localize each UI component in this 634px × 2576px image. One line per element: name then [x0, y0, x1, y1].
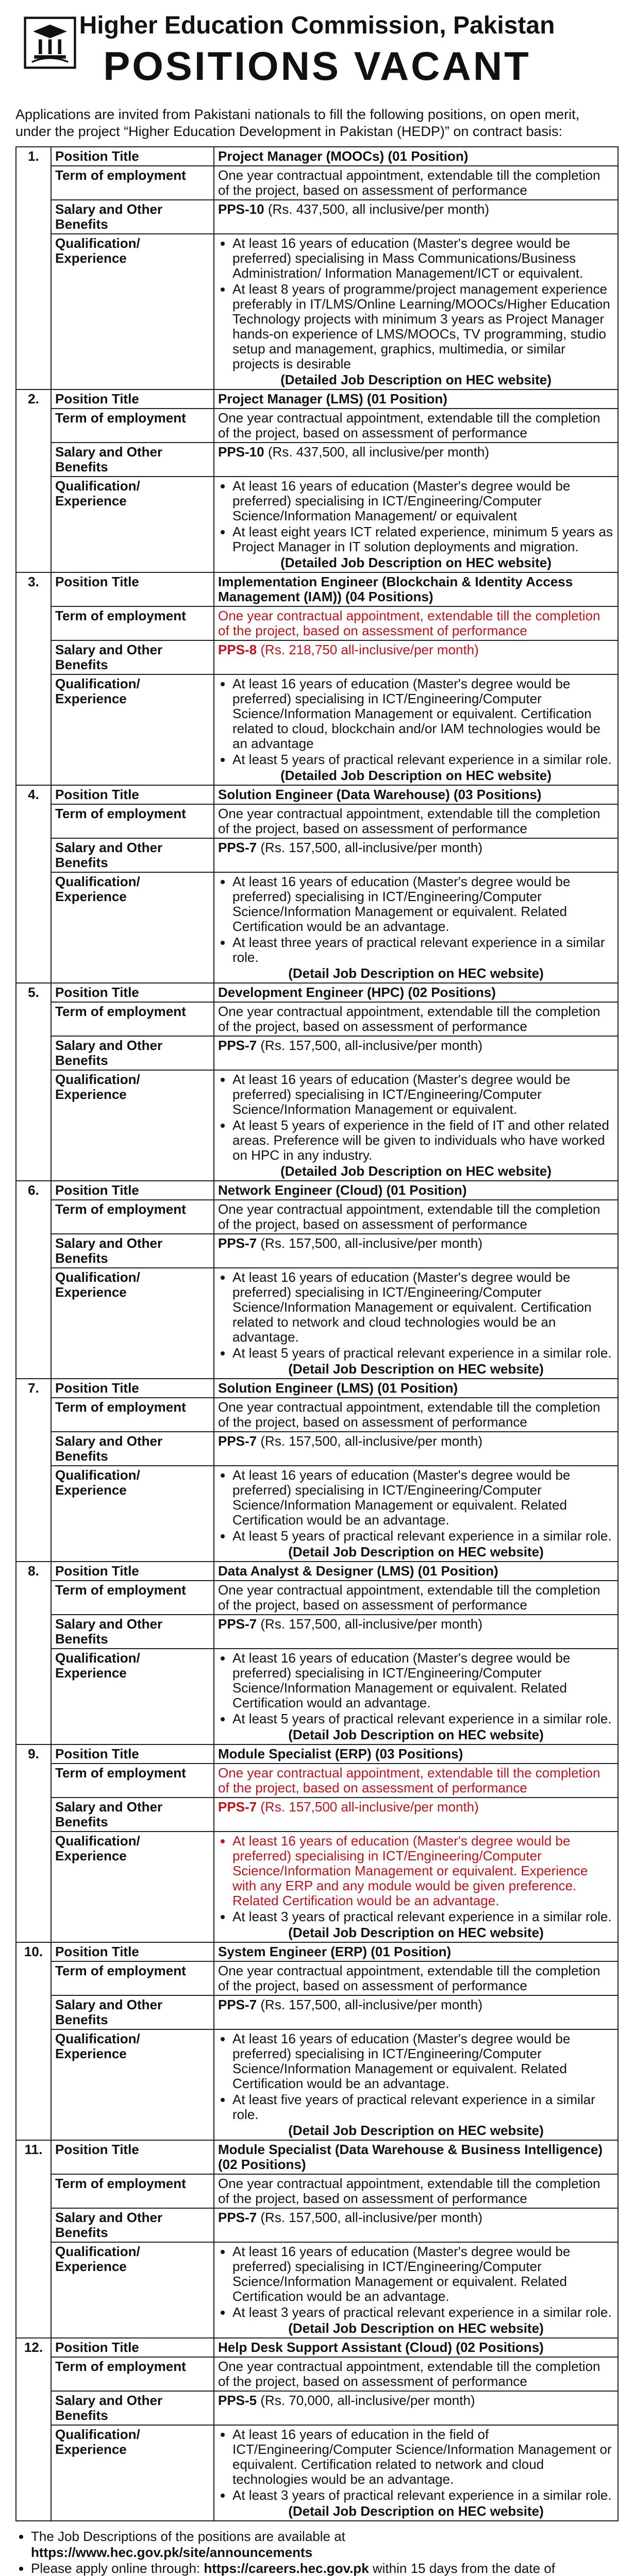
- pay-amount: (Rs. 437,500, all inclusive/per month): [264, 201, 490, 217]
- qualification-list: [218, 1651, 614, 1726]
- position-title-value: Project Manager (LMS) (01 Position): [214, 389, 618, 409]
- position-title-row: [16, 147, 618, 166]
- serial-number: 4.: [16, 785, 51, 983]
- term-label: Term of employment: [51, 1200, 214, 1234]
- position-title-value: Implementation Engineer (Blockchain & Identity Access Management (IAM)) (04 Positions): [214, 572, 618, 606]
- qualification-item: • At least 16 years of education (Master's degree would be preferred) specialising in ICT/Engineering/Computer Science/Information Management or equivalent. Related Certification would be an advantage.: [232, 1468, 614, 1528]
- salary-value: [214, 2208, 618, 2242]
- term-row: [16, 1581, 618, 1615]
- pay-grade: PPS-7: [218, 1799, 257, 1815]
- salary-row: [16, 443, 618, 477]
- qualification-label: Qualification/ Experience: [51, 2029, 214, 2140]
- qualification-value: [214, 1649, 618, 1744]
- position-title-label: Position Title: [51, 1379, 214, 1398]
- qualification-item: • At least 16 years of education (Master's degree would be preferred) specialising in ICT/Engineering/Computer Science/Information Management or equivalent. Experience with any ERP and any module would be given preference. Related Certification would be an advantage.: [232, 1834, 614, 1908]
- pay-amount: (Rs. 157,500, all-inclusive/per month): [257, 840, 483, 855]
- term-value: One year contractual appointment, extendable till the completion of the project, based on assessment of performance: [214, 409, 618, 443]
- term-value: One year contractual appointment, extendable till the completion of the project, based on assessment of performance: [214, 166, 618, 200]
- salary-row: [16, 1036, 618, 1070]
- salary-value: [214, 1995, 618, 2029]
- qualification-value: [214, 2425, 618, 2521]
- serial-number: 11.: [16, 2140, 51, 2338]
- job-description-note: (Detail Job Description on HEC website): [288, 1361, 544, 1377]
- qualification-label: Qualification/ Experience: [51, 1070, 214, 1181]
- qualification-list: [218, 1468, 614, 1544]
- qualification-row: [16, 1649, 618, 1744]
- qualification-row: [16, 1832, 618, 1942]
- pay-grade: PPS-7: [218, 840, 257, 855]
- position-title-label: Position Title: [51, 1942, 214, 1961]
- salary-label: Salary and Other Benefits: [51, 443, 214, 477]
- salary-label: Salary and Other Benefits: [51, 1234, 214, 1268]
- job-description-note: (Detail Job Description on HEC website): [288, 1544, 544, 1560]
- position-title-row: [16, 2338, 618, 2357]
- pay-grade: PPS-8: [218, 642, 257, 657]
- salary-value: [214, 200, 618, 234]
- qualification-item: • At least 16 years of education (Master's degree would be preferred) specialising in Mass Communications/Business Administration/ Information Management/ICT or equivalent.: [232, 236, 614, 281]
- salary-label: Salary and Other Benefits: [51, 1432, 214, 1466]
- qualification-row: [16, 2242, 618, 2338]
- position-title-label: Position Title: [51, 1744, 214, 1764]
- position-title-label: Position Title: [51, 785, 214, 804]
- term-value: One year contractual appointment, extendable till the completion of the project, based on assessment of performance: [214, 804, 618, 838]
- term-value: One year contractual appointment, extendable till the completion of the project, based on assessment of performance: [214, 1398, 618, 1432]
- pay-grade: PPS-5: [218, 2393, 257, 2408]
- term-row: [16, 1002, 618, 1036]
- term-row: [16, 804, 618, 838]
- qualification-label: Qualification/ Experience: [51, 1466, 214, 1562]
- salary-row: [16, 1615, 618, 1649]
- term-row: [16, 606, 618, 640]
- qualification-item: • At least 5 years of experience in the field of IT and other related areas. Preference will be given to individuals who have worked on HPC in any industry.: [232, 1118, 614, 1163]
- qualification-item: • At least five years of practical relevant experience in a similar role.: [232, 2092, 614, 2122]
- term-label: Term of employment: [51, 1764, 214, 1798]
- qualification-row: [16, 674, 618, 785]
- qualification-row: [16, 1268, 618, 1379]
- careers-link[interactable]: https://careers.hec.gov.pk: [204, 2561, 369, 2576]
- term-value: One year contractual appointment, extendable till the completion of the project, based on assessment of performance: [214, 1764, 618, 1798]
- pay-amount: (Rs. 157,500, all-inclusive/per month): [257, 1616, 483, 1632]
- qualification-item: • At least 5 years of practical relevant experience in a similar role.: [232, 752, 614, 767]
- position-title-label: Position Title: [51, 1562, 214, 1581]
- term-label: Term of employment: [51, 1581, 214, 1615]
- qualification-list: [218, 1072, 614, 1163]
- qualification-row: [16, 1466, 618, 1562]
- term-label: Term of employment: [51, 1961, 214, 1995]
- qualification-value: [214, 1466, 618, 1562]
- pay-grade: PPS-7: [218, 1038, 257, 1053]
- job-description-note: (Detail Job Description on HEC website): [288, 965, 544, 981]
- qualification-value: [214, 1070, 618, 1181]
- term-value: One year contractual appointment, extendable till the completion of the project, based on assessment of performance: [214, 2174, 618, 2208]
- position-title-label: Position Title: [51, 2338, 214, 2357]
- pay-amount: (Rs. 157,500, all-inclusive/per month): [257, 1433, 483, 1449]
- pay-amount: (Rs. 157,500, all-inclusive/per month): [257, 1997, 483, 2012]
- qualification-list: [218, 2244, 614, 2320]
- position-title-row: [16, 1379, 618, 1398]
- qualification-label: Qualification/ Experience: [51, 2425, 214, 2521]
- pay-grade: PPS-10: [218, 444, 264, 460]
- serial-number: 12.: [16, 2338, 51, 2521]
- position-title-row: [16, 1181, 618, 1200]
- term-value: One year contractual appointment, extendable till the completion of the project, based on assessment of performance: [214, 2357, 618, 2391]
- qualification-item: • At least 16 years of education in the field of ICT/Engineering/Computer Science/Information Management or equivalent. Certification related to network and cloud technologies would be an advantage.: [232, 2427, 614, 2487]
- qualification-item: • At least 5 years of practical relevant experience in a similar role.: [232, 1529, 614, 1544]
- position-title-row: [16, 2140, 618, 2174]
- hec-logo-icon: [22, 14, 78, 71]
- salary-row: [16, 200, 618, 234]
- salary-value: [214, 1798, 618, 1832]
- pay-amount: (Rs. 157,500, all-inclusive/per month): [257, 1038, 483, 1053]
- qualification-item: • At least 16 years of education (Master's degree would be preferred) specialising in ICT/Engineering/Computer Science/Information Management or equivalent. Certification related to network and cloud technologies would be an advantage.: [232, 1270, 614, 1345]
- salary-label: Salary and Other Benefits: [51, 200, 214, 234]
- term-value: One year contractual appointment, extendable till the completion of the project, based on assessment of performance: [214, 1002, 618, 1036]
- qualification-row: [16, 2029, 618, 2140]
- term-row: [16, 409, 618, 443]
- position-title-row: [16, 1562, 618, 1581]
- page-title: POSITIONS VACANT: [103, 43, 531, 89]
- position-title-value: Data Analyst & Designer (LMS) (01 Position): [214, 1562, 618, 1581]
- salary-row: [16, 1995, 618, 2029]
- qualification-item: • At least 5 years of practical relevant experience in a similar role.: [232, 1346, 614, 1361]
- intro-text: Applications are invited from Pakistani nationals to fill the following positions, on open merit, under the project “Higher Education Development in Pakistan (HEDP)” on contract basis:: [15, 107, 580, 139]
- salary-value: [214, 1234, 618, 1268]
- term-row: [16, 1398, 618, 1432]
- term-row: [16, 1200, 618, 1234]
- position-title-value: Development Engineer (HPC) (02 Positions): [214, 983, 618, 1002]
- salary-value: [214, 838, 618, 872]
- term-label: Term of employment: [51, 1398, 214, 1432]
- position-title-row: [16, 1744, 618, 1764]
- job-description-note: (Detail Job Description on HEC website): [288, 1727, 544, 1742]
- position-title-value: Solution Engineer (Data Warehouse) (03 Positions): [214, 785, 618, 804]
- qualification-item: • At least 16 years of education (Master's degree would be preferred) specialising in ICT/Engineering/Computer Science/Information Management or equivalent. Certification related to cloud, blockchain and/or IAM technologies would be an advantage: [232, 676, 614, 751]
- pay-amount: (Rs. 157,500, all-inclusive/per month): [257, 2210, 483, 2225]
- header: [15, 0, 619, 103]
- term-row: [16, 166, 618, 200]
- salary-value: [214, 2391, 618, 2425]
- organization-name: Higher Education Commission, Pakistan: [79, 12, 555, 39]
- salary-row: [16, 1234, 618, 1268]
- qualification-label: Qualification/ Experience: [51, 1268, 214, 1379]
- salary-row: [16, 640, 618, 674]
- qualification-label: Qualification/ Experience: [51, 872, 214, 983]
- qualification-label: Qualification/ Experience: [51, 2242, 214, 2338]
- pay-grade: PPS-7: [218, 1433, 257, 1449]
- qualification-label: Qualification/ Experience: [51, 477, 214, 572]
- pay-grade: PPS-7: [218, 2210, 257, 2225]
- term-value: One year contractual appointment, extendable till the completion of the project, based on assessment of performance: [214, 1581, 618, 1615]
- qualification-label: Qualification/ Experience: [51, 1832, 214, 1942]
- serial-number: 7.: [16, 1379, 51, 1562]
- qualification-value: [214, 2029, 618, 2140]
- salary-value: [214, 1036, 618, 1070]
- term-label: Term of employment: [51, 409, 214, 443]
- position-title-value: Module Specialist (Data Warehouse & Business Intelligence) (02 Positions): [214, 2140, 618, 2174]
- qualification-row: [16, 477, 618, 572]
- job-description-note: (Detailed Job Description on HEC website): [280, 372, 552, 387]
- salary-label: Salary and Other Benefits: [51, 1036, 214, 1070]
- qualification-value: [214, 872, 618, 983]
- position-title-value: Project Manager (MOOCs) (01 Position): [214, 147, 618, 166]
- note-item: • Please apply online through: https://careers.hec.gov.pk within 15 days from the date of: [31, 2561, 619, 2576]
- job-description-note: (Detailed Job Description on HEC website): [280, 768, 552, 783]
- note-item: • The Job Descriptions of the positions are available at https://www.hec.gov.pk/site/announcements: [31, 2529, 619, 2561]
- position-title-label: Position Title: [51, 1181, 214, 1200]
- qualification-item: • At least 8 years of programme/project management experience preferably in IT/LMS/Online Learning/MOOCs/Higher Education Technology projects with minimum 3 years as Project Manager hands-on experience of LMS/MOOCs, TV programming, studio setup and management, graphics, multimedia, or similar projects is desirable: [232, 282, 614, 371]
- qualification-item: • At least 3 years of practical relevant experience in a similar role.: [232, 2305, 614, 2320]
- salary-label: Salary and Other Benefits: [51, 640, 214, 674]
- term-label: Term of employment: [51, 166, 214, 200]
- pay-amount: (Rs. 157,500 all-inclusive/per month): [257, 1799, 479, 1815]
- serial-number: 8.: [16, 1562, 51, 1744]
- qualification-item: • At least 16 years of education (Master's degree would be preferred) specialising in ICT/Engineering/Computer Science/Information Management/ or equivalent: [232, 479, 614, 523]
- term-label: Term of employment: [51, 804, 214, 838]
- pay-grade: PPS-10: [218, 201, 264, 217]
- qualification-item: • At least 3 years of practical relevant experience in a similar role.: [232, 2488, 614, 2503]
- term-label: Term of employment: [51, 606, 214, 640]
- job-description-note: (Detail Job Description on HEC website): [288, 2123, 544, 2138]
- salary-label: Salary and Other Benefits: [51, 1995, 214, 2029]
- notes-list: [15, 2529, 619, 2576]
- serial-number: 9.: [16, 1744, 51, 1942]
- term-label: Term of employment: [51, 1002, 214, 1036]
- position-title-value: Module Specialist (ERP) (03 Positions): [214, 1744, 618, 1764]
- positions-table: [15, 146, 619, 2521]
- position-title-row: [16, 983, 618, 1002]
- salary-label: Salary and Other Benefits: [51, 838, 214, 872]
- position-title-label: Position Title: [51, 983, 214, 1002]
- position-title-row: [16, 785, 618, 804]
- serial-number: 6.: [16, 1181, 51, 1379]
- qualification-row: [16, 872, 618, 983]
- qualification-value: [214, 2242, 618, 2338]
- pay-amount: (Rs. 70,000, all-inclusive/per month): [257, 2393, 475, 2408]
- term-label: Term of employment: [51, 2174, 214, 2208]
- qualification-value: [214, 234, 618, 389]
- qualification-list: [218, 2427, 614, 2503]
- qualification-label: Qualification/ Experience: [51, 674, 214, 785]
- salary-label: Salary and Other Benefits: [51, 2208, 214, 2242]
- qualification-list: [218, 1270, 614, 1361]
- job-description-note: (Detail Job Description on HEC website): [288, 2503, 544, 2519]
- job-description-note: (Detail Job Description on HEC website): [288, 2320, 544, 2336]
- term-value: One year contractual appointment, extendable till the completion of the project, based on assessment of performance: [214, 1200, 618, 1234]
- pay-grade: PPS-7: [218, 1235, 257, 1251]
- qualification-item: • At least 5 years of practical relevant experience in a similar role.: [232, 1711, 614, 1726]
- position-title-row: [16, 1942, 618, 1961]
- announcements-link[interactable]: https://www.hec.gov.pk/site/announcements: [31, 2545, 313, 2560]
- qualification-item: • At least three years of practical relevant experience in a similar role.: [232, 935, 614, 965]
- term-row: [16, 1961, 618, 1995]
- term-row: [16, 2174, 618, 2208]
- pay-grade: PPS-7: [218, 1616, 257, 1632]
- salary-label: Salary and Other Benefits: [51, 2391, 214, 2425]
- term-value: One year contractual appointment, extendable till the completion of the project, based on assessment of performance: [214, 606, 618, 640]
- salary-row: [16, 2208, 618, 2242]
- term-value: One year contractual appointment, extendable till the completion of the project, based on assessment of performance: [214, 1961, 618, 1995]
- salary-label: Salary and Other Benefits: [51, 1615, 214, 1649]
- salary-value: [214, 1432, 618, 1466]
- qualification-label: Qualification/ Experience: [51, 234, 214, 389]
- position-title-row: [16, 389, 618, 409]
- serial-number: 3.: [16, 572, 51, 785]
- qualification-item: • At least 16 years of education (Master's degree would be preferred) specialising in ICT/Engineering/Computer Science/Information Management or equivalent. Related Certification would be an advantage.: [232, 874, 614, 934]
- qualification-list: [218, 1834, 614, 1924]
- pay-amount: (Rs. 218,750 all-inclusive/per month): [257, 642, 479, 657]
- salary-value: [214, 443, 618, 477]
- position-title-label: Position Title: [51, 2140, 214, 2174]
- qualification-item: • At least 16 years of education (Master's degree would be preferred) specialising in ICT/Engineering/Computer Science/Information Management or equivalent.: [232, 1072, 614, 1117]
- term-row: [16, 2357, 618, 2391]
- position-title-label: Position Title: [51, 572, 214, 606]
- serial-number: 2.: [16, 389, 51, 572]
- qualification-value: [214, 1268, 618, 1379]
- qualification-value: [214, 674, 618, 785]
- qualification-row: [16, 1070, 618, 1181]
- position-title-value: Help Desk Support Assistant (Cloud) (02 Positions): [214, 2338, 618, 2357]
- serial-number: 5.: [16, 983, 51, 1181]
- qualification-item: • At least eight years ICT related experience, minimum 5 years as Project Manager in IT solution deployments and migration.: [232, 524, 614, 554]
- qualification-item: • At least 16 years of education (Master's degree would be preferred) specialising in ICT/Engineering/Computer Science/Information Management or equivalent. Related Certification would be an advantage.: [232, 2244, 614, 2304]
- qualification-item: • At least 3 years of practical relevant experience in a similar role.: [232, 1909, 614, 1924]
- qualification-value: [214, 1832, 618, 1942]
- pay-amount: (Rs. 437,500, all inclusive/per month): [264, 444, 490, 460]
- qualification-list: [218, 874, 614, 965]
- salary-value: [214, 640, 618, 674]
- position-title-label: Position Title: [51, 147, 214, 166]
- term-label: Term of employment: [51, 2357, 214, 2391]
- qualification-value: [214, 477, 618, 572]
- qualification-item: • At least 16 years of education (Master's degree would be preferred) specialising in ICT/Engineering/Computer Science/Information Management or equivalent. Related Certification would an advantage.: [232, 1651, 614, 1710]
- qualification-list: [218, 479, 614, 554]
- serial-number: 10.: [16, 1942, 51, 2140]
- job-description-note: (Detailed Job Description on HEC website): [280, 1163, 552, 1179]
- pay-amount: (Rs. 157,500, all-inclusive/per month): [257, 1235, 483, 1251]
- salary-row: [16, 1798, 618, 1832]
- qualification-list: [218, 236, 614, 371]
- salary-label: Salary and Other Benefits: [51, 1798, 214, 1832]
- serial-number: 1.: [16, 147, 51, 389]
- salary-row: [16, 838, 618, 872]
- qualification-label: Qualification/ Experience: [51, 1649, 214, 1744]
- salary-value: [214, 1615, 618, 1649]
- qualification-item: • At least 16 years of education (Master's degree would be preferred) specialising in ICT/Engineering/Computer Science/Information Management or equivalent. Related Certification would be an advantage.: [232, 2031, 614, 2091]
- job-description-note: (Detailed Job Description on HEC website): [280, 555, 552, 570]
- qualification-row: [16, 2425, 618, 2521]
- pay-grade: PPS-7: [218, 1997, 257, 2012]
- salary-row: [16, 2391, 618, 2425]
- position-title-value: Network Engineer (Cloud) (01 Position): [214, 1181, 618, 1200]
- term-row: [16, 1764, 618, 1798]
- qualification-list: [218, 2031, 614, 2122]
- position-title-value: Solution Engineer (LMS) (01 Position): [214, 1379, 618, 1398]
- position-title-label: Position Title: [51, 389, 214, 409]
- salary-row: [16, 1432, 618, 1466]
- qualification-row: [16, 234, 618, 389]
- qualification-list: [218, 676, 614, 767]
- position-title-value: System Engineer (ERP) (01 Position): [214, 1942, 618, 1961]
- position-title-row: [16, 572, 618, 606]
- job-description-note: (Detail Job Description on HEC website): [288, 1925, 544, 1940]
